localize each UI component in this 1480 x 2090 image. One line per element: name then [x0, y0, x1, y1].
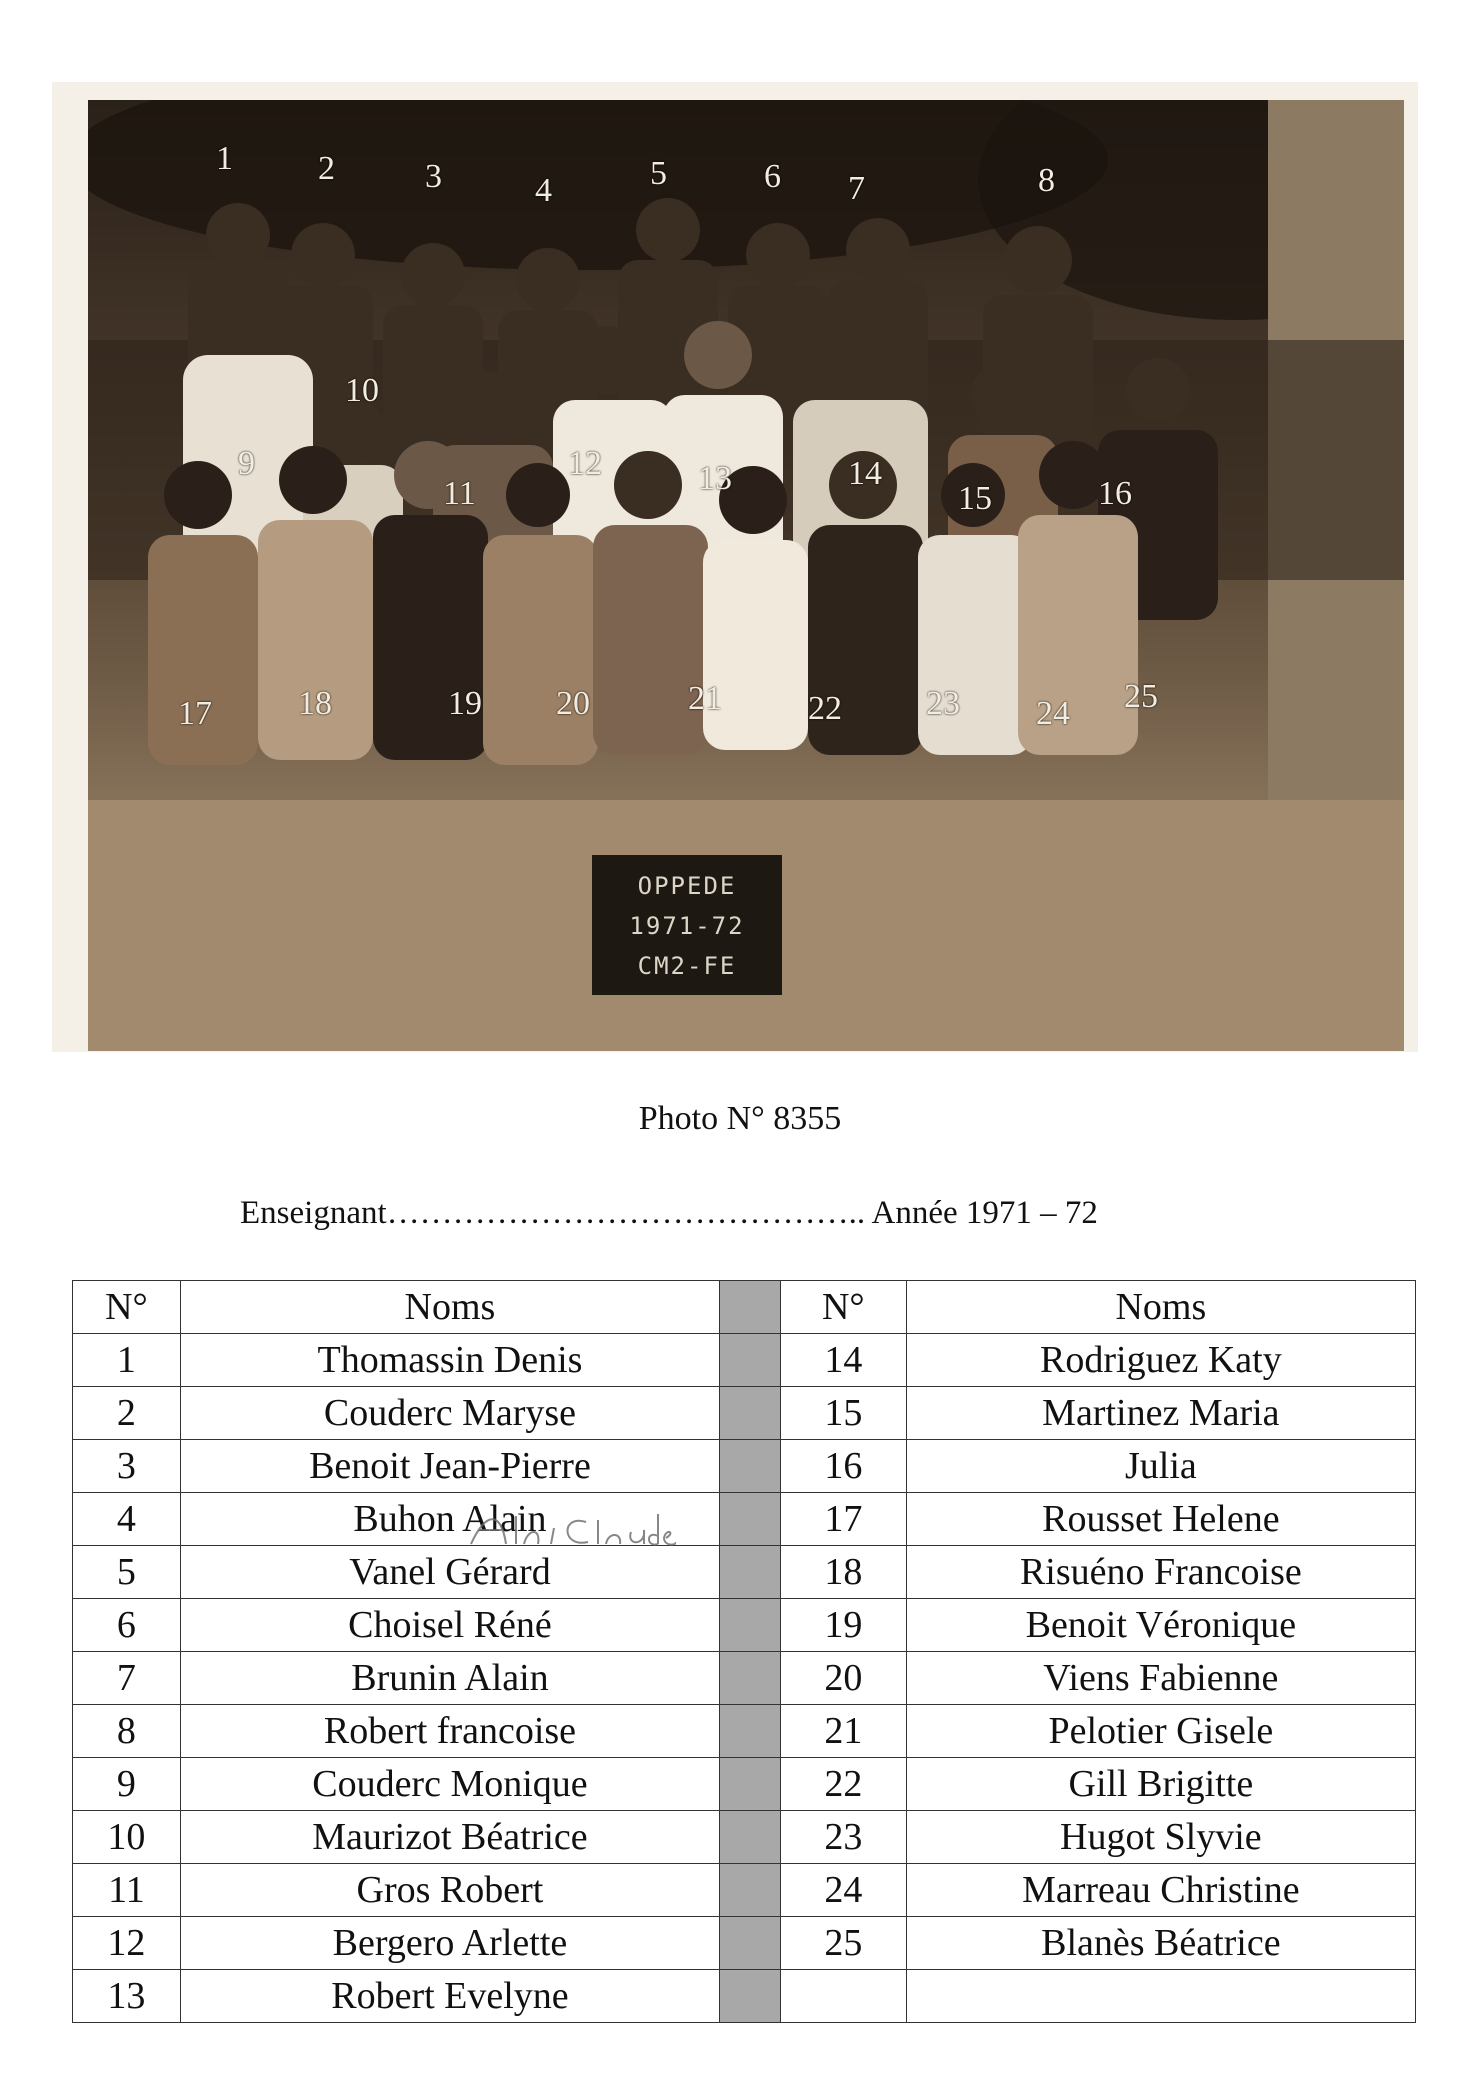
cell-num-left: 4: [73, 1493, 181, 1546]
table-row: [73, 1864, 1416, 1917]
table-header-row: [73, 1281, 1416, 1334]
column-separator: [720, 1440, 781, 1493]
photo-label-3: 3: [425, 158, 442, 195]
class-photo: [88, 100, 1404, 1051]
photo-label-20: 20: [556, 685, 590, 722]
cell-num-left: 8: [73, 1705, 181, 1758]
photo-label-2: 2: [318, 150, 335, 187]
photo-label-6: 6: [764, 158, 781, 195]
cell-name-left: Maurizot Béatrice: [180, 1811, 719, 1864]
cell-name-right: Martinez Maria: [906, 1387, 1415, 1440]
header-name-right: Noms: [906, 1281, 1415, 1334]
teacher-year-line: Enseignant…………………………………….. Année 1971 – 72: [240, 1195, 1098, 1231]
cell-name-left: Gros Robert: [180, 1864, 719, 1917]
header-name-left: Noms: [180, 1281, 719, 1334]
cell-num-right: 14: [780, 1334, 906, 1387]
cell-name-left: Couderc Monique: [180, 1758, 719, 1811]
cell-name-left: Brunin Alain: [180, 1652, 719, 1705]
photo-label-12: 12: [568, 445, 602, 482]
cell-name-right: [906, 1970, 1415, 2023]
cell-name-right: Hugot Slyvie: [906, 1811, 1415, 1864]
handwritten-note: [466, 1506, 676, 1566]
table-row: [73, 1440, 1416, 1493]
photo-frame: [52, 82, 1418, 1052]
column-separator: [720, 1758, 781, 1811]
column-separator: [720, 1705, 781, 1758]
photo-label-7: 7: [848, 170, 865, 207]
table-row: [73, 1387, 1416, 1440]
table-row: [73, 1546, 1416, 1599]
table-row: [73, 1811, 1416, 1864]
photo-label-23: 23: [926, 685, 960, 722]
cell-num-right: 15: [780, 1387, 906, 1440]
cell-name-right: Rodriguez Katy: [906, 1334, 1415, 1387]
photo-caption: Photo N° 8355: [638, 1100, 842, 1137]
cell-num-left: 10: [73, 1811, 181, 1864]
table-row: [73, 1334, 1416, 1387]
cell-name-right: Blanès Béatrice: [906, 1917, 1415, 1970]
photo-label-13: 13: [698, 460, 732, 497]
photo-label-17: 17: [178, 695, 212, 732]
cell-num-left: 6: [73, 1599, 181, 1652]
cell-num-right: 20: [780, 1652, 906, 1705]
header-num-left: N°: [73, 1281, 181, 1334]
cell-name-right: Julia: [906, 1440, 1415, 1493]
cell-num-right: 21: [780, 1705, 906, 1758]
cell-name-left: Choisel Réné: [180, 1599, 719, 1652]
photo-label-9: 9: [238, 445, 255, 482]
column-separator: [720, 1917, 781, 1970]
cell-name-left: Vanel Gérard: [180, 1546, 719, 1599]
column-separator: [720, 1811, 781, 1864]
photo-label-24: 24: [1036, 695, 1070, 732]
table-row: [73, 1599, 1416, 1652]
photo-label-15: 15: [958, 480, 992, 517]
table-row: [73, 1493, 1416, 1546]
slate-line-3: CM2-FE: [637, 952, 737, 980]
table-row: [73, 1705, 1416, 1758]
roster-table: [72, 1280, 1416, 2023]
column-separator: [720, 1864, 781, 1917]
photo-label-1: 1: [216, 140, 233, 177]
cell-name-left: Couderc Maryse: [180, 1387, 719, 1440]
photo-label-4: 4: [535, 172, 552, 209]
table-row: [73, 1758, 1416, 1811]
photo-label-25: 25: [1124, 678, 1158, 715]
cell-num-right: 19: [780, 1599, 906, 1652]
photo-label-16: 16: [1098, 475, 1132, 512]
photo-label-11: 11: [443, 475, 476, 512]
column-separator: [720, 1652, 781, 1705]
cell-num-right: 24: [780, 1864, 906, 1917]
cell-num-right: [780, 1970, 906, 2023]
cell-num-left: 9: [73, 1758, 181, 1811]
cell-name-left: Thomassin Denis: [180, 1334, 719, 1387]
handwriting-scribble: [466, 1506, 676, 1556]
column-separator: [720, 1387, 781, 1440]
cell-num-left: 3: [73, 1440, 181, 1493]
cell-num-right: 16: [780, 1440, 906, 1493]
cell-name-right: Viens Fabienne: [906, 1652, 1415, 1705]
cell-name-right: Pelotier Gisele: [906, 1705, 1415, 1758]
photo-label-5: 5: [650, 155, 667, 192]
cell-name-right: Rousset Helene: [906, 1493, 1415, 1546]
cell-num-left: 5: [73, 1546, 181, 1599]
cell-name-right: Marreau Christine: [906, 1864, 1415, 1917]
cell-name-right: Gill Brigitte: [906, 1758, 1415, 1811]
cell-name-left: Robert Evelyne: [180, 1970, 719, 2023]
column-separator: [720, 1334, 781, 1387]
cell-num-right: 25: [780, 1917, 906, 1970]
table-row: [73, 1652, 1416, 1705]
cell-num-right: 23: [780, 1811, 906, 1864]
cell-name-left: Buhon Alain: [180, 1493, 719, 1546]
cell-num-right: 22: [780, 1758, 906, 1811]
photo-label-19: 19: [448, 685, 482, 722]
photo-figures: [88, 100, 1404, 1051]
cell-num-left: 7: [73, 1652, 181, 1705]
cell-name-left: Benoit Jean-Pierre: [180, 1440, 719, 1493]
photo-label-14: 14: [848, 455, 882, 492]
column-separator: [720, 1970, 781, 2023]
column-separator: [720, 1493, 781, 1546]
slate-line-1: OPPEDE: [637, 872, 737, 900]
cell-num-left: 1: [73, 1334, 181, 1387]
cell-num-right: 18: [780, 1546, 906, 1599]
cell-num-left: 2: [73, 1387, 181, 1440]
cell-name-right: Benoit Véronique: [906, 1599, 1415, 1652]
cell-num-left: 13: [73, 1970, 181, 2023]
photo-label-8: 8: [1038, 162, 1055, 199]
photo-label-18: 18: [298, 685, 332, 722]
photo-label-10: 10: [345, 372, 379, 409]
table-row: [73, 1917, 1416, 1970]
photo-label-21: 21: [688, 680, 722, 717]
cell-name-right: Risuéno Francoise: [906, 1546, 1415, 1599]
cell-name-left: Bergero Arlette: [180, 1917, 719, 1970]
cell-name-left: Robert francoise: [180, 1705, 719, 1758]
header-num-right: N°: [780, 1281, 906, 1334]
cell-num-right: 17: [780, 1493, 906, 1546]
column-separator: [720, 1281, 781, 1334]
cell-num-left: 12: [73, 1917, 181, 1970]
slate-line-2: 1971-72: [629, 912, 745, 940]
cell-num-left: 11: [73, 1864, 181, 1917]
table-row: [73, 1970, 1416, 2023]
photo-label-22: 22: [808, 690, 842, 727]
column-separator: [720, 1546, 781, 1599]
column-separator: [720, 1599, 781, 1652]
